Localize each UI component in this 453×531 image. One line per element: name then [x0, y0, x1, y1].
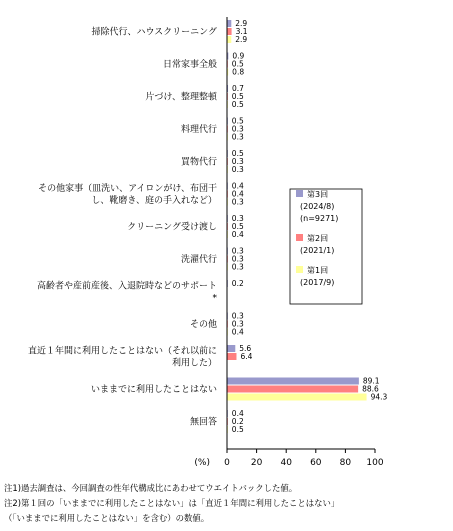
- value-label: 0.5: [231, 222, 244, 231]
- value-label: 5.6: [239, 344, 252, 353]
- category-label: 直近１年間に利用したことはない（それ以前に: [27, 346, 217, 357]
- x-tick-label: 80: [339, 458, 352, 468]
- footnote-3: （「いままでに利用したことはない」を含む）の数値。: [4, 513, 210, 523]
- value-label: 94.3: [370, 392, 388, 402]
- value-label: 6.4: [240, 352, 253, 361]
- x-axis-unit-label: (%): [194, 458, 210, 468]
- value-label: 0.2: [231, 417, 244, 426]
- value-label: 0.4: [231, 230, 244, 239]
- footnote-1: 注1)過去調査は、今回調査の性年代構成比にあわせてウエイトバックした値。: [4, 483, 298, 493]
- category-label: 無回答: [189, 417, 217, 428]
- value-label: 88.6: [362, 384, 379, 394]
- value-label: 0.9: [232, 51, 245, 61]
- category-label: その他家事（皿洗い、アイロンがけ、布団干: [38, 184, 217, 194]
- x-tick-label: 40: [280, 458, 292, 468]
- value-label: 0.3: [231, 254, 244, 264]
- legend: [290, 189, 362, 304]
- legend-swatch: [296, 190, 303, 197]
- value-label: 0.2: [231, 279, 244, 288]
- bar: [227, 345, 235, 352]
- value-label: 0.4: [231, 181, 244, 191]
- x-tick-label: 60: [310, 458, 322, 468]
- category-label: 掃除代行、ハウスクリーニング: [91, 27, 217, 38]
- value-label: 0.4: [231, 327, 244, 337]
- category-label: クリーニング受け渡し: [127, 222, 217, 233]
- value-label: 2.9: [235, 35, 248, 44]
- value-label: 3.1: [235, 27, 248, 36]
- category-label: 利用した）: [171, 358, 217, 369]
- value-label: 0.7: [232, 84, 244, 93]
- legend-series-detail: (2017/9): [300, 278, 335, 287]
- x-tick-label: 20: [250, 458, 263, 468]
- value-label: 0.3: [231, 262, 244, 272]
- category-label: 買物代行: [180, 157, 217, 168]
- value-label: 0.3: [231, 311, 244, 321]
- value-label: 0.4: [231, 409, 244, 418]
- value-label: 0.5: [231, 425, 244, 434]
- value-label: 0.5: [231, 100, 244, 109]
- bar: [227, 378, 359, 385]
- value-label: 0.3: [231, 214, 244, 223]
- legend-swatch: [296, 266, 303, 273]
- bar: [227, 20, 231, 27]
- category-label: 料理代行: [180, 125, 217, 135]
- value-label: 0.3: [231, 246, 244, 256]
- bar: [227, 28, 232, 35]
- value-label: 0.3: [231, 165, 244, 174]
- value-label: 0.5: [231, 149, 244, 158]
- legend-swatch: [296, 234, 303, 241]
- value-label: 0.3: [231, 132, 244, 142]
- category-label: 日常家事全般: [162, 60, 217, 70]
- value-label: 0.3: [231, 124, 244, 134]
- bar: [227, 353, 236, 360]
- value-label: 0.3: [231, 197, 244, 207]
- footnotes: [4, 481, 449, 526]
- value-label: 0.5: [231, 59, 244, 69]
- legend-series-name: 第1回: [307, 266, 329, 275]
- legend-series-detail: (2021/1): [300, 246, 335, 255]
- footnote-2: 注2)第１回の「いままでに利用したことはない」は「直近１年間に利用したことはない」: [4, 498, 340, 508]
- x-tick-label: 100: [366, 458, 384, 468]
- category-labels-group: [28, 26, 218, 428]
- value-label: 0.5: [231, 92, 244, 101]
- x-ticks-group: [224, 449, 384, 468]
- value-label: 89.1: [362, 376, 380, 386]
- value-label: 2.9: [235, 19, 248, 28]
- value-label: 0.3: [231, 157, 244, 166]
- value-label: 0.4: [231, 189, 244, 199]
- category-label: *: [212, 293, 217, 304]
- bar: [227, 394, 367, 401]
- value-label: 0.5: [231, 116, 244, 126]
- legend-series-detail: (n=9271): [300, 214, 339, 223]
- category-label: 洗濯代行: [180, 255, 217, 265]
- category-label: 片づけ、整理整頓: [145, 92, 217, 103]
- bar: [227, 36, 231, 43]
- value-label: 0.3: [231, 319, 244, 329]
- bar: [227, 386, 358, 393]
- legend-series-name: 第3回: [307, 190, 329, 199]
- category-label: し、靴磨き、庭の手入れなど）: [91, 196, 217, 206]
- category-label: その他: [189, 320, 217, 330]
- legend-series-detail: (2024/8): [300, 202, 335, 211]
- category-label: 高齢者や産前産後、入退院時などのサポート: [36, 281, 217, 292]
- x-tick-label: 0: [224, 458, 230, 468]
- value-label: 0.8: [232, 67, 245, 77]
- legend-series-name: 第2回: [307, 234, 329, 243]
- category-label: いままでに利用したことはない: [90, 385, 217, 395]
